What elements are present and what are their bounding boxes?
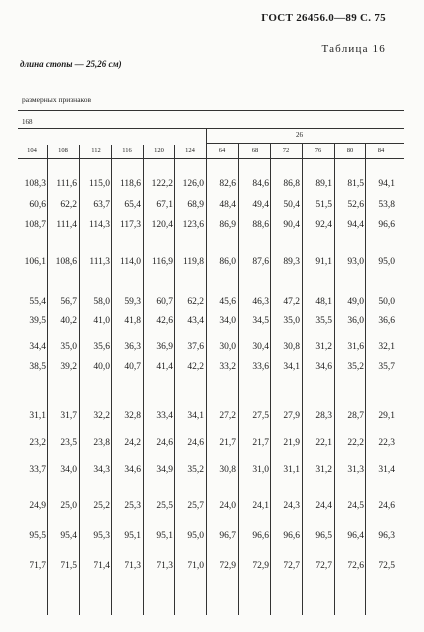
standard-reference: ГОСТ 26456.0—89 С. 75 <box>261 12 386 24</box>
table-cell: 88,6 <box>252 220 269 230</box>
table-cell: 86,0 <box>219 257 236 267</box>
table-cell: 72,6 <box>347 561 364 571</box>
table-cell: 34,6 <box>124 465 141 475</box>
table-cell: 120,4 <box>151 220 173 230</box>
table-cell: 22,1 <box>315 438 332 448</box>
table-cell: 35,0 <box>283 316 300 326</box>
table-cell: 72,9 <box>252 561 269 571</box>
table-cell: 38,5 <box>29 362 46 372</box>
table-cell: 119,8 <box>182 257 204 267</box>
table-cell: 41,8 <box>124 316 141 326</box>
group-label-left: 168 <box>22 118 33 126</box>
table-cell: 40,0 <box>93 362 110 372</box>
table-cell: 40,7 <box>124 362 141 372</box>
table-cell: 96,6 <box>283 531 300 541</box>
table-cell: 71,3 <box>124 561 141 571</box>
table-cell: 59,3 <box>124 297 141 307</box>
table-cell: 36,6 <box>378 316 395 326</box>
table-cell: 95,1 <box>124 531 141 541</box>
column-header: 104 <box>27 147 37 154</box>
table-cell: 71,0 <box>187 561 204 571</box>
table-cell: 72,7 <box>283 561 300 571</box>
table-cell: 122,2 <box>151 179 173 189</box>
column-divider <box>111 145 112 615</box>
table-cell: 34,5 <box>252 316 269 326</box>
table-cell: 51,5 <box>315 200 332 210</box>
table-cell: 114,3 <box>88 220 110 230</box>
table-cell: 31,2 <box>315 342 332 352</box>
table-cell: 123,6 <box>182 220 204 230</box>
table-cell: 37,6 <box>187 342 204 352</box>
table-cell: 31,4 <box>378 465 395 475</box>
table-cell: 95,1 <box>156 531 173 541</box>
table-cell: 48,1 <box>315 297 332 307</box>
table-cell: 27,9 <box>283 411 300 421</box>
table-cell: 22,2 <box>347 438 364 448</box>
table-cell: 31,2 <box>315 465 332 475</box>
table-cell: 25,2 <box>93 501 110 511</box>
table-cell: 89,3 <box>283 257 300 267</box>
column-divider <box>365 143 366 615</box>
column-divider <box>302 143 303 615</box>
table-cell: 90,4 <box>283 220 300 230</box>
table-cell: 32,1 <box>378 342 395 352</box>
table-cell: 68,9 <box>187 200 204 210</box>
table-cell: 31,6 <box>347 342 364 352</box>
table-cell: 24,6 <box>187 438 204 448</box>
table-cell: 25,3 <box>124 501 141 511</box>
table-cell: 24,1 <box>252 501 269 511</box>
table-cell: 126,0 <box>182 179 204 189</box>
column-header: 112 <box>91 147 101 154</box>
table-cell: 106,1 <box>24 257 46 267</box>
table-cell: 29,1 <box>378 411 395 421</box>
table-cell: 96,7 <box>219 531 236 541</box>
table-cell: 50,0 <box>378 297 395 307</box>
table-cell: 24,6 <box>378 501 395 511</box>
table-cell: 84,6 <box>252 179 269 189</box>
table-cell: 23,8 <box>93 438 110 448</box>
table-cell: 33,6 <box>252 362 269 372</box>
table-cell: 27,5 <box>252 411 269 421</box>
table-cell: 96,3 <box>378 531 395 541</box>
table-cell: 86,9 <box>219 220 236 230</box>
column-header: 76 <box>314 147 322 154</box>
table-cell: 94,1 <box>378 179 395 189</box>
table-cell: 34,0 <box>60 465 77 475</box>
table-cell: 46,3 <box>252 297 269 307</box>
table-cell: 50,4 <box>283 200 300 210</box>
table-cell: 24,6 <box>156 438 173 448</box>
table-cell: 47,2 <box>283 297 300 307</box>
table-cell: 32,8 <box>124 411 141 421</box>
table-cell: 96,4 <box>347 531 364 541</box>
table-cell: 21,7 <box>219 438 236 448</box>
table-cell: 28,3 <box>315 411 332 421</box>
table-cell: 117,3 <box>119 220 141 230</box>
table-cell: 34,0 <box>219 316 236 326</box>
table-cell: 39,2 <box>60 362 77 372</box>
table-cell: 23,2 <box>29 438 46 448</box>
table-cell: 36,3 <box>124 342 141 352</box>
table-cell: 53,8 <box>378 200 395 210</box>
table-cell: 45,6 <box>219 297 236 307</box>
table-cell: 35,0 <box>60 342 77 352</box>
table-cell: 35,2 <box>347 362 364 372</box>
table-cell: 33,7 <box>29 465 46 475</box>
table-cell: 35,5 <box>315 316 332 326</box>
table-cell: 71,3 <box>156 561 173 571</box>
table-cell: 72,7 <box>315 561 332 571</box>
table-cell: 111,6 <box>56 179 77 189</box>
table-cell: 95,0 <box>378 257 395 267</box>
column-header: 116 <box>122 147 132 154</box>
table-cell: 81,5 <box>347 179 364 189</box>
group-label-right: 26 <box>296 131 303 139</box>
rule-subgroup <box>206 143 404 144</box>
table-cell: 22,3 <box>378 438 395 448</box>
table-cell: 108,7 <box>24 220 46 230</box>
table-cell: 34,1 <box>187 411 204 421</box>
table-cell: 24,3 <box>283 501 300 511</box>
table-cell: 24,5 <box>347 501 364 511</box>
table-cell: 30,4 <box>252 342 269 352</box>
table-cell: 36,9 <box>156 342 173 352</box>
table-cell: 24,2 <box>124 438 141 448</box>
rule-group <box>18 128 404 129</box>
table-cell: 71,7 <box>29 561 46 571</box>
table-cell: 35,6 <box>93 342 110 352</box>
rule-header <box>18 158 404 159</box>
table-cell: 95,3 <box>93 531 110 541</box>
table-cell: 58,0 <box>93 297 110 307</box>
table-cell: 94,4 <box>347 220 364 230</box>
table-cell: 31,3 <box>347 465 364 475</box>
column-header: 84 <box>377 147 385 154</box>
table-cell: 34,3 <box>93 465 110 475</box>
table-cell: 31,1 <box>283 465 300 475</box>
table-cell: 72,5 <box>378 561 395 571</box>
table-cell: 62,2 <box>60 200 77 210</box>
column-header: 124 <box>185 147 195 154</box>
column-header: 64 <box>218 147 226 154</box>
table-cell: 35,2 <box>187 465 204 475</box>
table-cell: 114,0 <box>119 257 141 267</box>
column-divider <box>270 143 271 615</box>
table-cell: 34,6 <box>315 362 332 372</box>
table-cell: 21,9 <box>283 438 300 448</box>
table-cell: 33,4 <box>156 411 173 421</box>
table-subtitle: длина стопы — 25,26 см) <box>20 59 122 69</box>
table-cell: 41,0 <box>93 316 110 326</box>
table-cell: 24,4 <box>315 501 332 511</box>
column-header: 120 <box>154 147 164 154</box>
table-cell: 30,8 <box>283 342 300 352</box>
table-cell: 65,4 <box>124 200 141 210</box>
table-cell: 95,0 <box>187 531 204 541</box>
table-cell: 23,5 <box>60 438 77 448</box>
table-cell: 35,7 <box>378 362 395 372</box>
table-cell: 52,6 <box>347 200 364 210</box>
table-cell: 115,0 <box>88 179 110 189</box>
table-cell: 25,5 <box>156 501 173 511</box>
table-cell: 24,0 <box>219 501 236 511</box>
table-cell: 72,9 <box>219 561 236 571</box>
table-cell: 62,2 <box>187 297 204 307</box>
column-header: 68 <box>251 147 259 154</box>
table-cell: 42,2 <box>187 362 204 372</box>
column-divider <box>334 143 335 615</box>
table-cell: 92,4 <box>315 220 332 230</box>
column-divider <box>174 145 175 615</box>
table-cell: 96,6 <box>378 220 395 230</box>
table-cell: 24,9 <box>29 501 46 511</box>
rule-top <box>18 110 404 111</box>
column-header: 108 <box>58 147 68 154</box>
table-cell: 34,4 <box>29 342 46 352</box>
table-cell: 95,4 <box>60 531 77 541</box>
features-label: размерных признаков <box>22 95 92 104</box>
table-cell: 93,0 <box>347 257 364 267</box>
table-cell: 116,9 <box>151 257 173 267</box>
column-divider <box>238 143 239 615</box>
table-cell: 34,1 <box>283 362 300 372</box>
table-cell: 56,7 <box>60 297 77 307</box>
table-cell: 111,3 <box>89 257 110 267</box>
table-cell: 91,1 <box>315 257 332 267</box>
column-divider <box>143 145 144 615</box>
table-cell: 31,7 <box>60 411 77 421</box>
table-cell: 41,4 <box>156 362 173 372</box>
table-cell: 96,6 <box>252 531 269 541</box>
table-cell: 71,4 <box>93 561 110 571</box>
table-cell: 95,5 <box>29 531 46 541</box>
table-cell: 118,6 <box>119 179 141 189</box>
table-cell: 55,4 <box>29 297 46 307</box>
table-cell: 27,2 <box>219 411 236 421</box>
table-cell: 82,6 <box>219 179 236 189</box>
table-cell: 43,4 <box>187 316 204 326</box>
table-cell: 31,0 <box>252 465 269 475</box>
column-header: 72 <box>282 147 290 154</box>
table-cell: 32,2 <box>93 411 110 421</box>
table-cell: 25,0 <box>60 501 77 511</box>
table-cell: 96,5 <box>315 531 332 541</box>
table-cell: 49,0 <box>347 297 364 307</box>
table-cell: 108,3 <box>24 179 46 189</box>
table-cell: 25,7 <box>187 501 204 511</box>
table-cell: 60,6 <box>29 200 46 210</box>
column-divider <box>47 145 48 615</box>
table-cell: 86,8 <box>283 179 300 189</box>
table-cell: 49,4 <box>252 200 269 210</box>
table-cell: 30,0 <box>219 342 236 352</box>
table-cell: 67,1 <box>156 200 173 210</box>
table-cell: 63,7 <box>93 200 110 210</box>
table-cell: 28,7 <box>347 411 364 421</box>
column-header: 80 <box>346 147 354 154</box>
table-cell: 39,5 <box>29 316 46 326</box>
table-cell: 33,2 <box>219 362 236 372</box>
table-cell: 108,6 <box>55 257 77 267</box>
table-cell: 71,5 <box>60 561 77 571</box>
table-cell: 111,4 <box>56 220 77 230</box>
table-cell: 87,6 <box>252 257 269 267</box>
table-label: Таблица 16 <box>321 43 386 55</box>
table-cell: 42,6 <box>156 316 173 326</box>
table-cell: 34,9 <box>156 465 173 475</box>
table-cell: 40,2 <box>60 316 77 326</box>
table-cell: 48,4 <box>219 200 236 210</box>
column-divider <box>79 145 80 615</box>
table-cell: 30,8 <box>219 465 236 475</box>
table-cell: 89,1 <box>315 179 332 189</box>
table-cell: 36,0 <box>347 316 364 326</box>
table-cell: 21,7 <box>252 438 269 448</box>
table-cell: 31,1 <box>29 411 46 421</box>
table-cell: 60,7 <box>156 297 173 307</box>
